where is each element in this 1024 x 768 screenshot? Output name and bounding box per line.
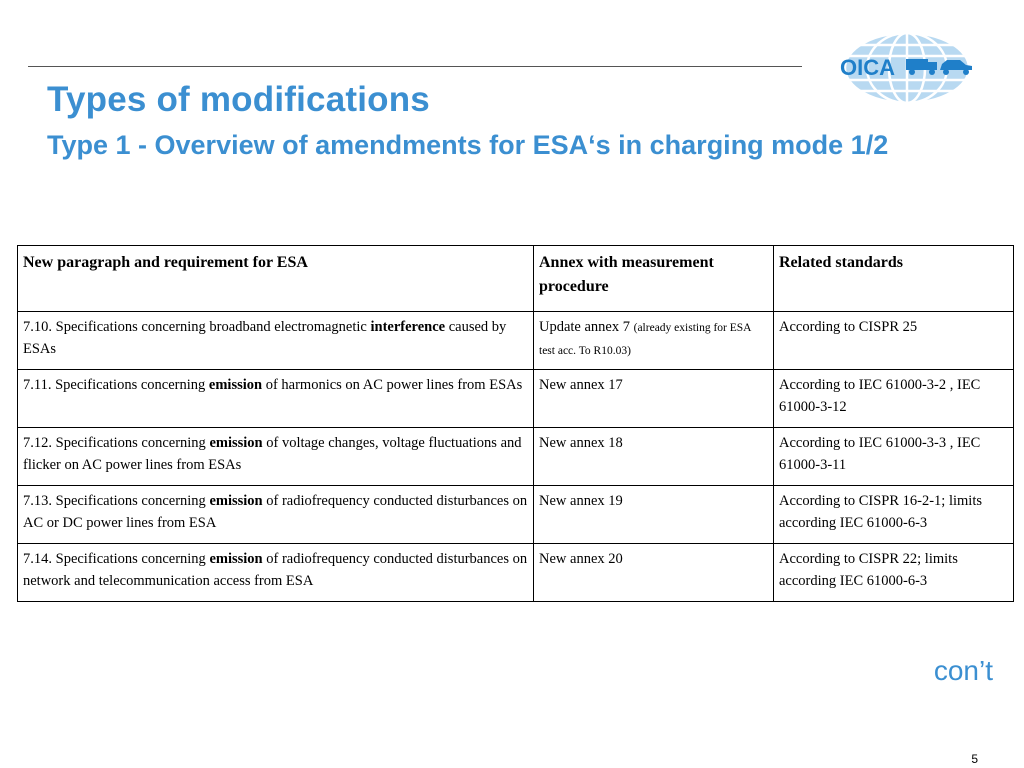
logo-text: OICA: [840, 55, 895, 80]
col-header-standards: Related standards: [774, 246, 1014, 312]
standards-cell: According to CISPR 25: [774, 312, 1014, 370]
requirement-cell: 7.13. Specifications concerning emission of radiofrequency conducted disturbances on AC or DC power lines from ESA: [18, 486, 534, 544]
page-subtitle: Type 1 - Overview of amendments for ESA‘s in charging mode 1/2: [47, 130, 889, 160]
annex-cell: New annex 19: [534, 486, 774, 544]
amendments-table: [17, 245, 1014, 602]
annex-note: (already existing for ESA test acc. To R10.03): [539, 322, 751, 357]
globe-icon: [832, 28, 982, 108]
table-header-row: [18, 246, 1014, 312]
table-row: [18, 370, 1014, 428]
standards-cell: According to CISPR 16-2-1; limits according IEC 61000-6-3: [774, 486, 1014, 544]
col-header-requirement: New paragraph and requirement for ESA: [18, 246, 534, 312]
requirement-cell: 7.11. Specifications concerning emission of harmonics on AC power lines from ESAs: [18, 370, 534, 428]
continued-label: con’t: [933, 655, 993, 686]
col-header-annex: Annex with measurement procedure: [534, 246, 774, 312]
page-number: 5: [971, 752, 978, 766]
requirement-cell: 7.12. Specifications concerning emission of voltage changes, voltage fluctuations and flicker on AC power lines from ESAs: [18, 428, 534, 486]
table-row: [18, 486, 1014, 544]
standards-cell: According to IEC 61000-3-3 , IEC 61000-3-11: [774, 428, 1014, 486]
table-row: [18, 544, 1014, 602]
requirement-cell: 7.10. Specifications concerning broadband electromagnetic interference caused by ESAs: [18, 312, 534, 370]
standards-cell: According to CISPR 22; limits according IEC 61000-6-3: [774, 544, 1014, 602]
header-divider: [28, 66, 802, 67]
annex-cell: New annex 17: [534, 370, 774, 428]
standards-cell: According to IEC 61000-3-2 , IEC 61000-3-12: [774, 370, 1014, 428]
requirement-cell: 7.14. Specifications concerning emission of radiofrequency conducted disturbances on network and telecommunication access from ESA: [18, 544, 534, 602]
table-row: [18, 428, 1014, 486]
annex-cell: Update annex 7 (already existing for ESA test acc. To R10.03): [534, 312, 774, 370]
annex-cell: New annex 20: [534, 544, 774, 602]
oica-logo: [832, 28, 982, 108]
table-row: [18, 312, 1014, 370]
annex-cell: New annex 18: [534, 428, 774, 486]
page-title: Types of modifications: [47, 80, 430, 119]
